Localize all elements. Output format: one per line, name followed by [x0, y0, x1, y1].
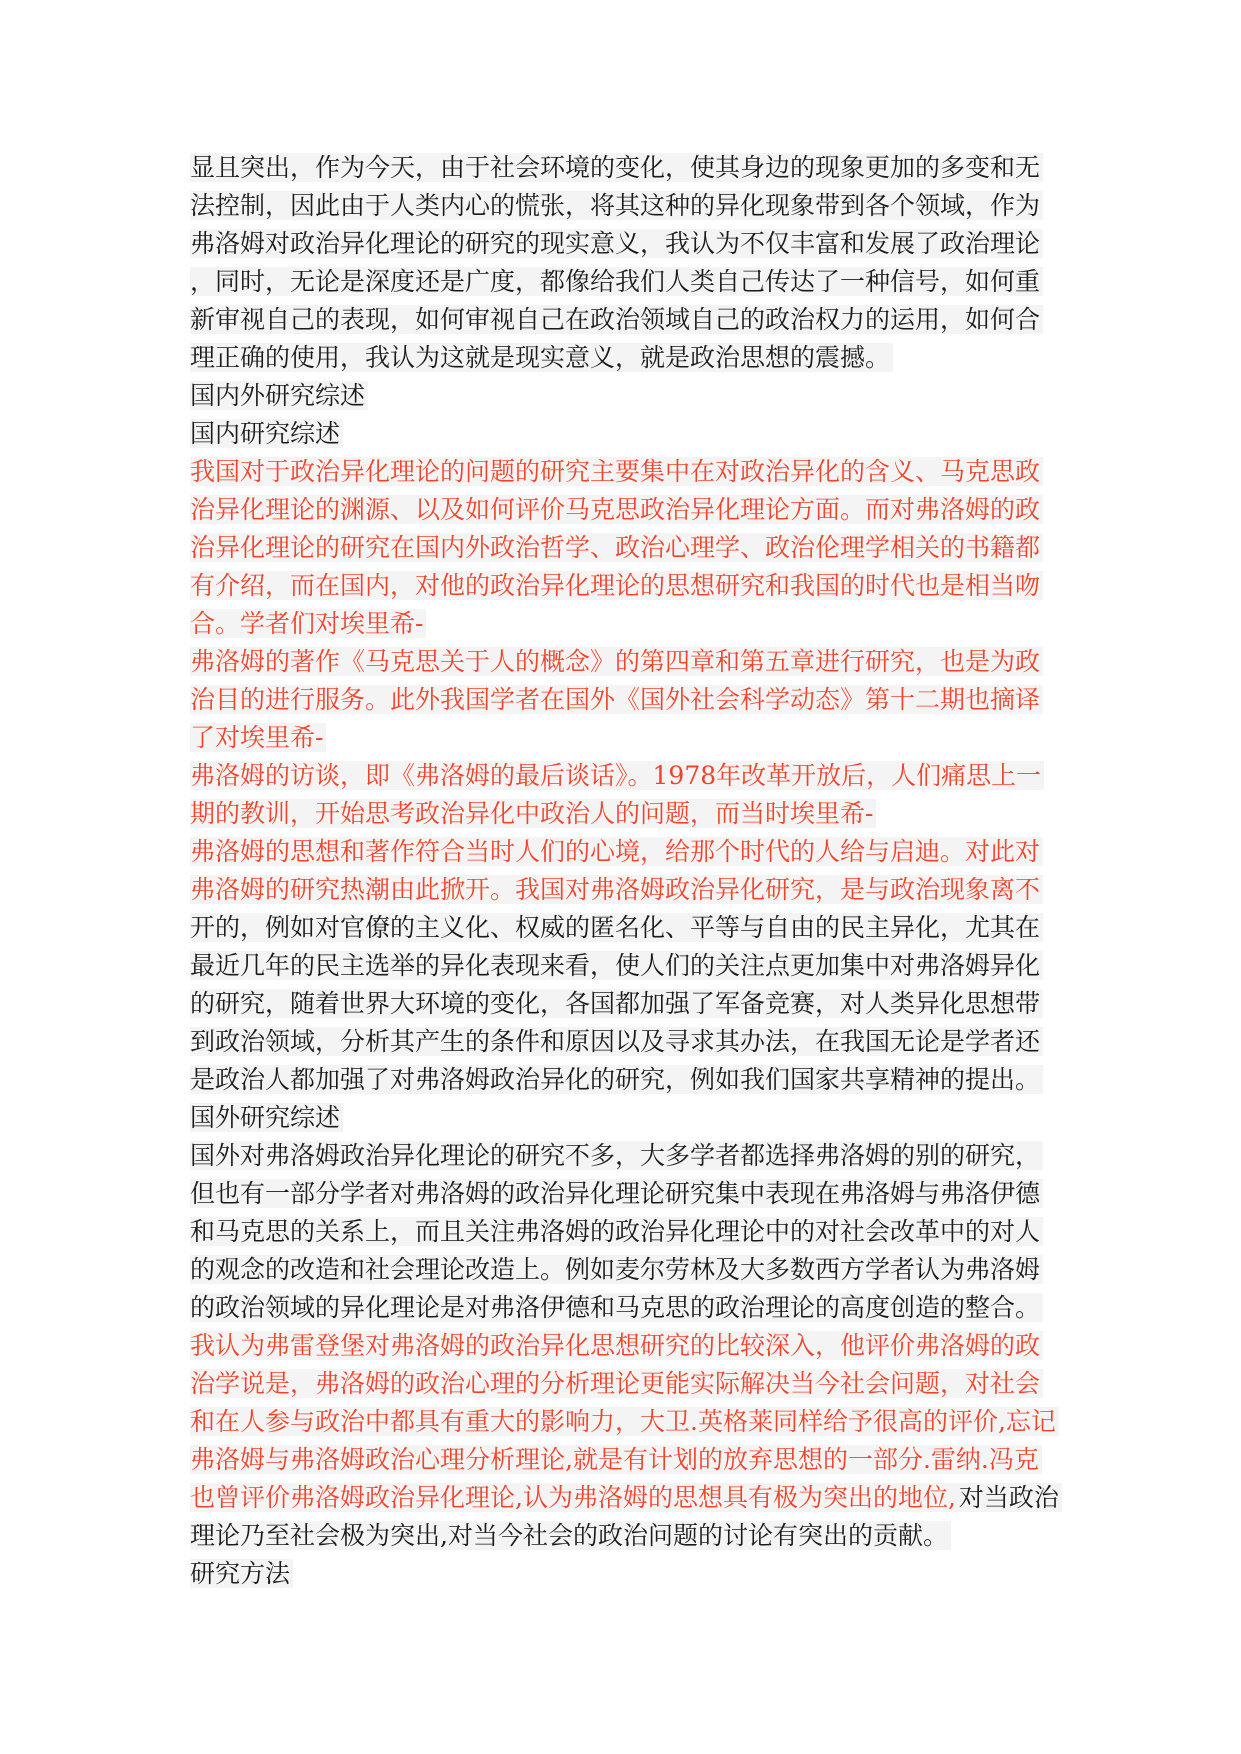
text-line: 开的，例如对官僚的主义化、权威的匿名化、平等与自由的民主异化，尤其在: [190, 909, 1070, 947]
text-line: 但也有一部分学者对弗洛姆的政治异化理论研究集中表现在弗洛姆与弗洛伊德: [190, 1175, 1070, 1213]
text-line: 的观念的改造和社会理论改造上。例如麦尔劳林及大多数西方学者认为弗洛姆: [190, 1251, 1070, 1289]
subsection-heading: 国内研究综述: [190, 415, 1070, 453]
text-line: 和马克思的关系上，而且关注弗洛姆的政治异化理论中的对社会改革中的对人: [190, 1213, 1070, 1251]
text-line: 我认为弗雷登堡对弗洛姆的政治异化思想研究的比较深入，他评价弗洛姆的政: [190, 1327, 1070, 1365]
text-line: 弗洛姆对政治异化理论的研究的现实意义，我认为不仅丰富和发展了政治理论: [190, 225, 1070, 263]
text-line: ，同时，无论是深度还是广度，都像给我们人类自己传达了一种信号，如何重: [190, 263, 1070, 301]
domestic-review-highlighted: [190, 453, 1070, 909]
text-line: 治目的进行服务。此外我国学者在国外《国外社会科学动态》第十二期也摘译: [190, 681, 1070, 719]
text-line: 我国对于政治异化理论的问题的研究主要集中在对政治异化的含义、马克思政: [190, 453, 1070, 491]
text-line: 到政治领域，分析其产生的条件和原因以及寻求其办法，在我国无论是学者还: [190, 1023, 1070, 1061]
text-line: 治异化理论的研究在国内外政治哲学、政治心理学、政治伦理学相关的书籍都: [190, 529, 1070, 567]
text-line: 弗洛姆的著作《马克思关于人的概念》的第四章和第五章进行研究，也是为政: [190, 643, 1070, 681]
text-line: 理正确的使用，我认为这就是现实意义，就是政治思想的震撼。: [190, 339, 1070, 377]
section-heading: 国内外研究综述: [190, 377, 1070, 415]
text-line: 新审视自己的表现，如何审视自己在政治领域自己的政治权力的运用，如何合: [190, 301, 1070, 339]
text-line: 国外对弗洛姆政治异化理论的研究不多，大多学者都选择弗洛姆的别的研究，: [190, 1137, 1070, 1175]
text-line: 的研究，随着世界大环境的变化，各国都加强了军备竞赛，对人类异化思想带: [190, 985, 1070, 1023]
text-line: 有介绍，而在国内，对他的政治异化理论的思想研究和我国的时代也是相当吻: [190, 567, 1070, 605]
text-line: 弗洛姆与弗洛姆政治心理分析理论,就是有计划的放弃思想的一部分.雷纳.冯克: [190, 1441, 1070, 1479]
text-line: 弗洛姆的思想和著作符合当时人们的心境，给那个时代的人给与启迪。对此对: [190, 833, 1070, 871]
text-line: 治学说是，弗洛姆的政治心理的分析理论更能实际解决当今社会问题，对社会: [190, 1365, 1070, 1403]
foreign-review-highlighted: [190, 1327, 1070, 1517]
intro-paragraph: [190, 149, 1070, 377]
text-line: 的政治领域的异化理论是对弗洛伊德和马克思的政治理论的高度创造的整合。: [190, 1289, 1070, 1327]
foreign-review-plain: [190, 1137, 1070, 1327]
domestic-review-plain: [190, 909, 1070, 1099]
text-line: 显且突出，作为今天，由于社会环境的变化，使其身边的现象更加的多变和无: [190, 149, 1070, 187]
text-line: 了对埃里希-: [190, 719, 1070, 757]
text-line: 合。学者们对埃里希-: [190, 605, 1070, 643]
subsection-heading: 国外研究综述: [190, 1099, 1070, 1137]
subsection-heading: 研究方法: [190, 1555, 1070, 1593]
text-line: 理论乃至社会极为突出,对当今社会的政治问题的讨论有突出的贡献。: [190, 1517, 1070, 1555]
text-line: 法控制，因此由于人类内心的慌张，将其这种的异化现象带到各个领域，作为: [190, 187, 1070, 225]
inline-black-tail: 对当政治: [959, 1483, 1062, 1512]
text-line: 和在人参与政治中都具有重大的影响力，大卫.英格莱同样给予很高的评价,忘记: [190, 1403, 1070, 1441]
text-line: 期的教训，开始思考政治异化中政治人的问题，而当时埃里希-: [190, 795, 1070, 833]
document-body: [190, 149, 1070, 1593]
text-line: 是政治人都加强了对弗洛姆政治异化的研究，例如我们国家共享精神的提出。: [190, 1061, 1070, 1099]
text-line: 也曾评价弗洛姆政治异化理论,认为弗洛姆的思想具有极为突出的地位, 对当政治: [190, 1479, 1070, 1517]
text-line: 最近几年的民主选举的异化表现来看，使人们的关注点更加集中对弗洛姆异化: [190, 947, 1070, 985]
text-line: 治异化理论的渊源、以及如何评价马克思政治异化理论方面。而对弗洛姆的政: [190, 491, 1070, 529]
text-line: 弗洛姆的研究热潮由此掀开。我国对弗洛姆政治异化研究，是与政治现象离不: [190, 871, 1070, 909]
text-line: 弗洛姆的访谈，即《弗洛姆的最后谈话》。1978年改革开放后，人们痛思上一: [190, 757, 1070, 795]
